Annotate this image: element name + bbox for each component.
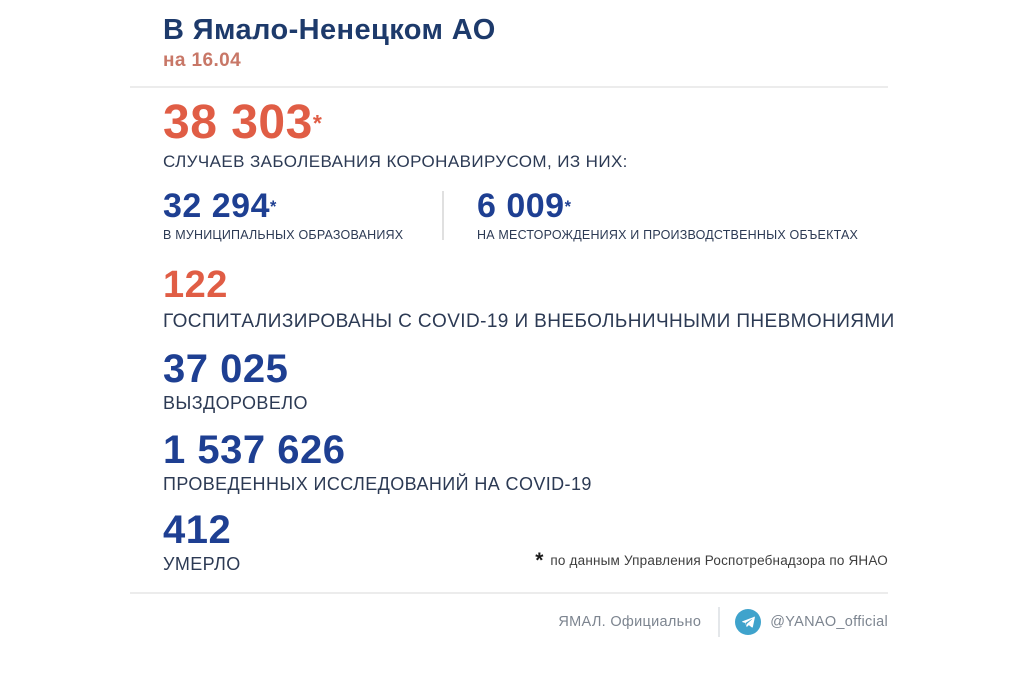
bottom-divider — [130, 592, 888, 594]
footer-divider — [718, 607, 720, 637]
header — [163, 15, 1020, 72]
recovered-value: 37 025 — [163, 346, 289, 391]
stat-oilfields — [477, 189, 858, 242]
deaths-label: УМЕРЛО — [163, 553, 241, 574]
telegram-handle: @YANAO_official — [770, 613, 888, 630]
top-divider — [130, 86, 888, 88]
hospitalized-value: 122 — [163, 263, 228, 306]
bottom-row — [163, 509, 888, 575]
hospitalized-label: ГОСПИТАЛИЗИРОВАНЫ С COVID-19 И ВНЕБОЛЬНИЧНЫМИ ПНЕВМОНИЯМИ — [163, 310, 895, 332]
municipal-value: 32 294* — [163, 187, 277, 226]
deaths-value: 412 — [163, 507, 232, 552]
tests-label: ПРОВЕДЕННЫХ ИССЛЕДОВАНИЙ НА COVID-19 — [163, 473, 592, 494]
footnote-asterisk: * — [535, 548, 544, 572]
stat-tests — [163, 429, 1020, 495]
stat-breakdown-row — [163, 189, 1020, 242]
footnote — [535, 547, 888, 571]
stat-municipal — [163, 189, 442, 242]
tests-value: 1 537 626 — [163, 427, 346, 472]
report-date: на 16.04 — [163, 49, 242, 71]
brand-label: ЯМАЛ. Официально — [558, 613, 702, 630]
asterisk-mark: * — [564, 198, 571, 217]
telegram-icon — [735, 609, 761, 635]
vertical-divider — [442, 191, 444, 240]
total-cases-label: СЛУЧАЕВ ЗАБОЛЕВАНИЯ КОРОНАВИРУСОМ, ИЗ НИХ: — [163, 152, 628, 172]
oilfields-label: НА МЕСТОРОЖДЕНИЯХ И ПРОИЗВОДСТВЕННЫХ ОБЪЕКТАХ — [477, 227, 859, 242]
stat-recovered — [163, 348, 1020, 414]
stat-deaths — [163, 509, 241, 575]
oilfields-value: 6 009* — [477, 187, 571, 226]
municipal-label: В МУНИЦИПАЛЬНЫХ ОБРАЗОВАНИЯХ — [163, 227, 404, 242]
asterisk-mark: * — [312, 110, 322, 137]
stat-total-cases — [163, 95, 1020, 172]
total-cases-value: 38 303* — [163, 95, 322, 149]
recovered-label: ВЫЗДОРОВЕЛО — [163, 392, 308, 413]
stat-hospitalized — [163, 263, 1020, 333]
page-title: В Ямало-Ненецком АО — [163, 14, 496, 46]
asterisk-mark: * — [270, 198, 277, 217]
footer — [130, 607, 888, 637]
footnote-text: по данным Управления Роспотребнадзора по ЯНАО — [550, 552, 888, 568]
